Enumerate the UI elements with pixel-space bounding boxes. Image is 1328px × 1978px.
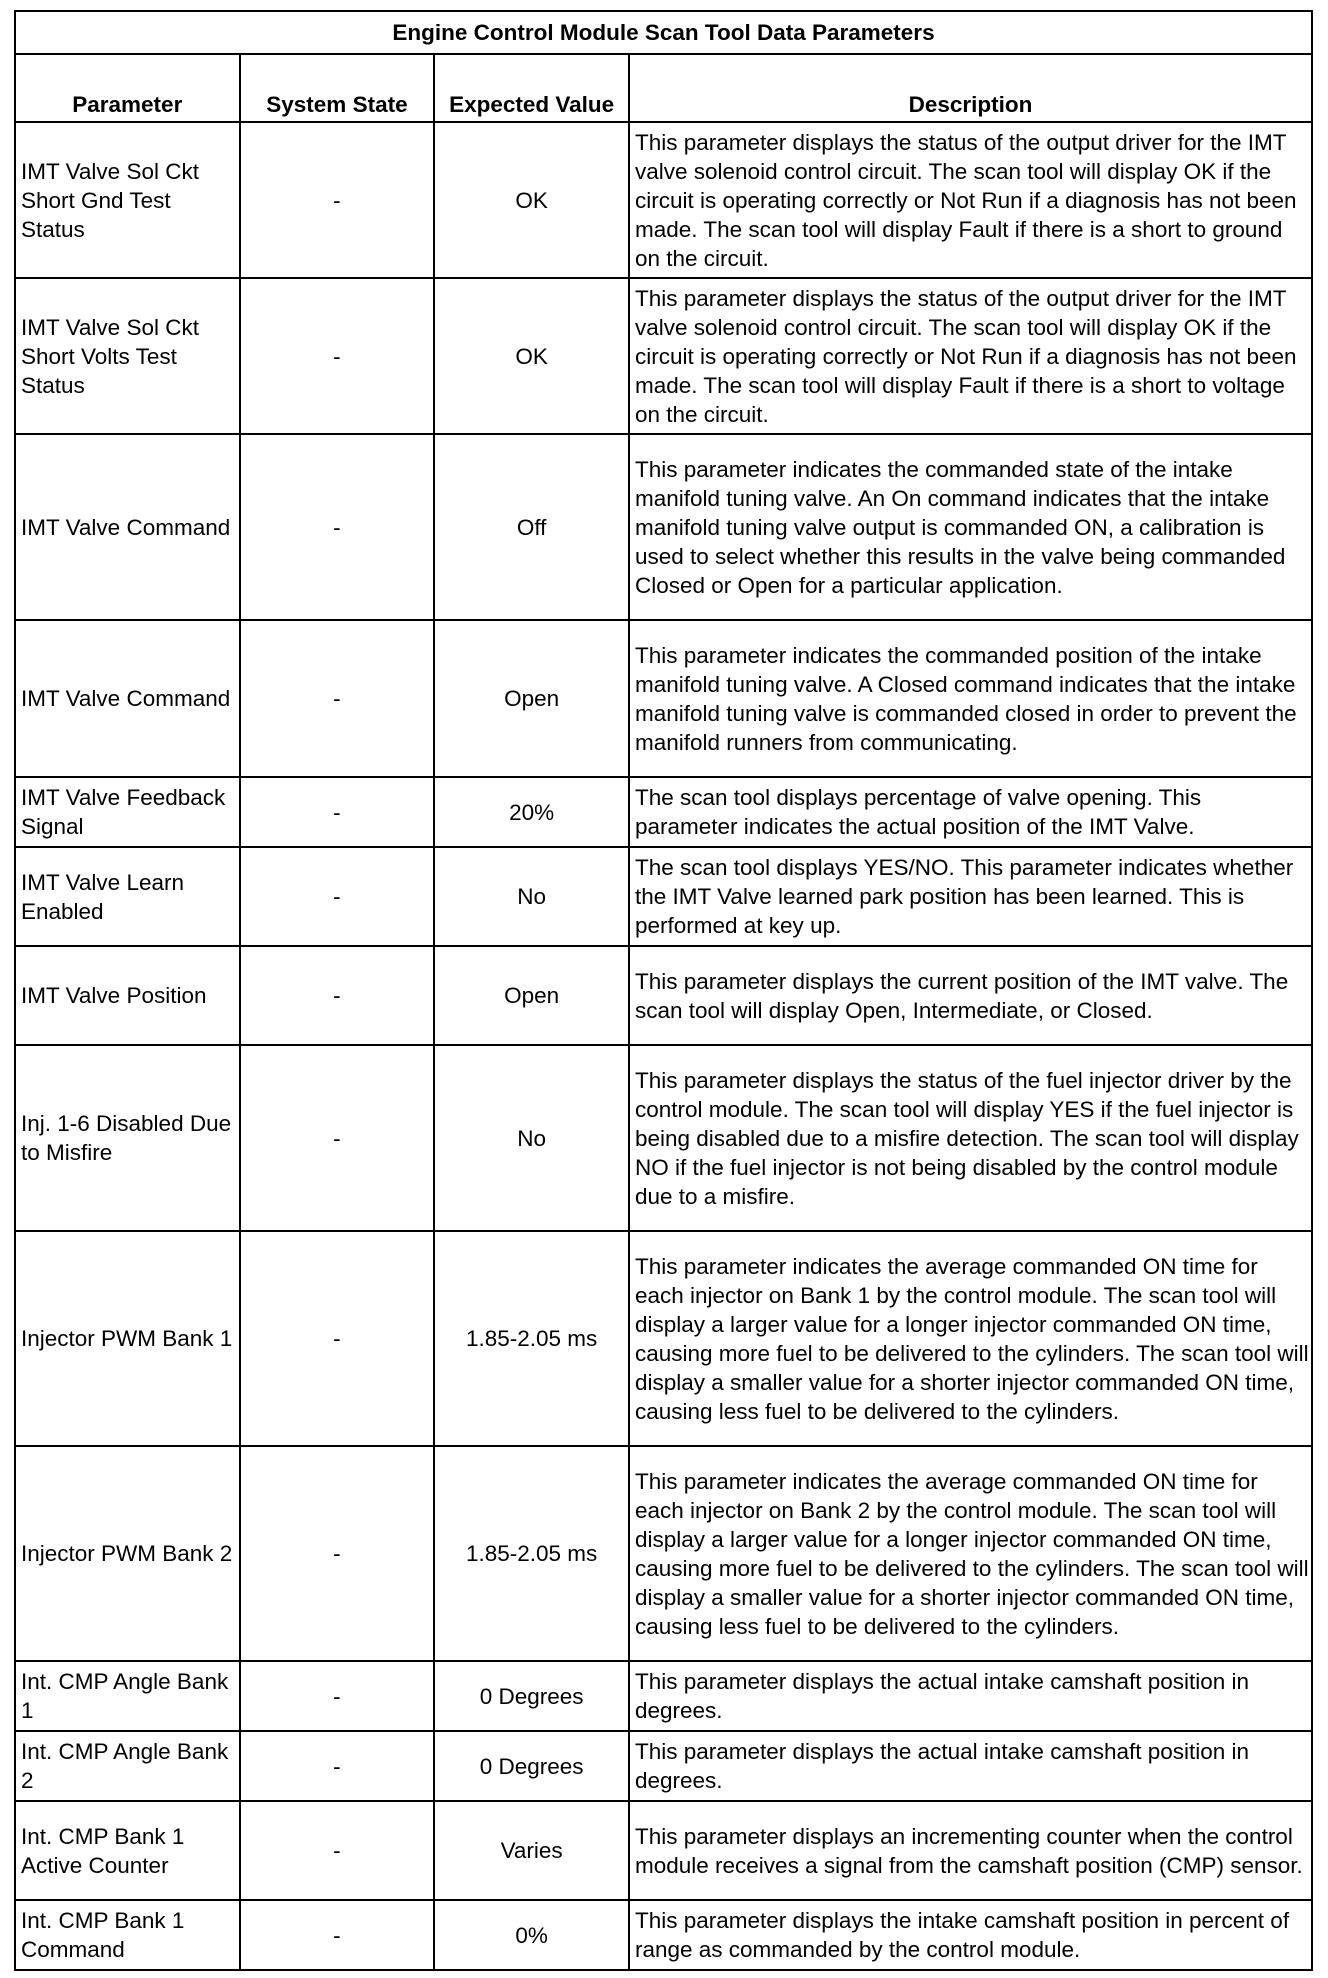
parameter-cell: IMT Valve Feedback Signal [15, 777, 240, 847]
table-title-row [15, 11, 1312, 54]
parameter-cell: Int. CMP Bank 1 Command [15, 1900, 240, 1970]
description-cell: This parameter indicates the commanded state of the intake manifold tuning valve. An On command indicates that the intake manifold tuning valve output is commanded ON, a calibration is used to select whether this results in the valve being commanded Closed or Open for a particular application. [629, 434, 1312, 620]
header-parameter: Parameter [15, 54, 240, 122]
parameter-cell: IMT Valve Learn Enabled [15, 847, 240, 946]
scan-tool-data-table [14, 10, 1313, 1971]
system-state-cell: - [240, 1446, 435, 1661]
description-cell: This parameter displays the actual intake camshaft position in degrees. [629, 1731, 1312, 1801]
table-header-row [15, 54, 1312, 122]
table-title: Engine Control Module Scan Tool Data Parameters [15, 11, 1312, 54]
expected-value-cell: 0 Degrees [434, 1731, 629, 1801]
table-row [15, 1661, 1312, 1731]
expected-value-cell: OK [434, 122, 629, 278]
description-cell: This parameter displays an incrementing counter when the control module receives a signal from the camshaft position (CMP) sensor. [629, 1801, 1312, 1900]
parameter-cell: Int. CMP Bank 1 Active Counter [15, 1801, 240, 1900]
expected-value-cell: Varies [434, 1801, 629, 1900]
description-cell: This parameter indicates the average commanded ON time for each injector on Bank 1 by the control module. The scan tool will display a larger value for a longer injector commanded ON time, causing more fuel to be delivered to the cylinders. The scan tool will display a smaller value for a shorter injector commanded ON time, causing less fuel to be delivered to the cylinders. [629, 1231, 1312, 1446]
parameter-cell: Injector PWM Bank 2 [15, 1446, 240, 1661]
description-cell: This parameter displays the status of the fuel injector driver by the control module. The scan tool will display YES if the fuel injector is being disabled due to a misfire detection. The scan tool will display NO if the fuel injector is not being disabled by the control module due to a misfire. [629, 1045, 1312, 1231]
expected-value-cell: OK [434, 278, 629, 434]
system-state-cell: - [240, 1900, 435, 1970]
table-row [15, 1900, 1312, 1970]
parameter-cell: IMT Valve Sol Ckt Short Gnd Test Status [15, 122, 240, 278]
table-row [15, 434, 1312, 620]
table-row [15, 777, 1312, 847]
expected-value-cell: No [434, 1045, 629, 1231]
description-cell: This parameter displays the actual intake camshaft position in degrees. [629, 1661, 1312, 1731]
system-state-cell: - [240, 1731, 435, 1801]
description-cell: This parameter indicates the commanded position of the intake manifold tuning valve. A Closed command indicates that the intake manifold tuning valve is commanded closed in order to prevent the manifold runners from communicating. [629, 620, 1312, 777]
system-state-cell: - [240, 434, 435, 620]
table-row [15, 847, 1312, 946]
table-row [15, 278, 1312, 434]
table-row [15, 1045, 1312, 1231]
system-state-cell: - [240, 777, 435, 847]
table-row [15, 1231, 1312, 1446]
expected-value-cell: Open [434, 620, 629, 777]
parameter-cell: IMT Valve Command [15, 620, 240, 777]
parameter-cell: IMT Valve Sol Ckt Short Volts Test Status [15, 278, 240, 434]
system-state-cell: - [240, 1231, 435, 1446]
description-cell: This parameter displays the status of the output driver for the IMT valve solenoid control circuit. The scan tool will display OK if the circuit is operating correctly or Not Run if a diagnosis has not been made. The scan tool will display Fault if there is a short to voltage on the circuit. [629, 278, 1312, 434]
table-row [15, 122, 1312, 278]
description-cell: The scan tool displays YES/NO. This parameter indicates whether the IMT Valve learned park position has been learned. This is performed at key up. [629, 847, 1312, 946]
expected-value-cell: 1.85-2.05 ms [434, 1446, 629, 1661]
table-row [15, 620, 1312, 777]
table-row [15, 1801, 1312, 1900]
description-cell: This parameter displays the intake camshaft position in percent of range as commanded by the control module. [629, 1900, 1312, 1970]
table-row [15, 1731, 1312, 1801]
description-cell: This parameter displays the status of the output driver for the IMT valve solenoid control circuit. The scan tool will display OK if the circuit is operating correctly or Not Run if a diagnosis has not been made. The scan tool will display Fault if there is a short to ground on the circuit. [629, 122, 1312, 278]
system-state-cell: - [240, 1801, 435, 1900]
expected-value-cell: Off [434, 434, 629, 620]
system-state-cell: - [240, 620, 435, 777]
expected-value-cell: 0% [434, 1900, 629, 1970]
table-row [15, 946, 1312, 1045]
system-state-cell: - [240, 278, 435, 434]
header-description: Description [629, 54, 1312, 122]
system-state-cell: - [240, 1661, 435, 1731]
system-state-cell: - [240, 122, 435, 278]
system-state-cell: - [240, 946, 435, 1045]
header-expected-value: Expected Value [434, 54, 629, 122]
system-state-cell: - [240, 1045, 435, 1231]
expected-value-cell: Open [434, 946, 629, 1045]
parameter-cell: IMT Valve Position [15, 946, 240, 1045]
expected-value-cell: 0 Degrees [434, 1661, 629, 1731]
parameter-cell: IMT Valve Command [15, 434, 240, 620]
description-cell: The scan tool displays percentage of valve opening. This parameter indicates the actual position of the IMT Valve. [629, 777, 1312, 847]
header-system-state: System State [240, 54, 435, 122]
description-cell: This parameter indicates the average commanded ON time for each injector on Bank 2 by the control module. The scan tool will display a larger value for a longer injector commanded ON time, causing more fuel to be delivered to the cylinders. The scan tool will display a smaller value for a shorter injector commanded ON time, causing less fuel to be delivered to the cylinders. [629, 1446, 1312, 1661]
system-state-cell: - [240, 847, 435, 946]
parameter-cell: Int. CMP Angle Bank 1 [15, 1661, 240, 1731]
expected-value-cell: 20% [434, 777, 629, 847]
document-page [14, 10, 1313, 1971]
expected-value-cell: 1.85-2.05 ms [434, 1231, 629, 1446]
expected-value-cell: No [434, 847, 629, 946]
parameter-cell: Injector PWM Bank 1 [15, 1231, 240, 1446]
parameter-cell: Inj. 1-6 Disabled Due to Misfire [15, 1045, 240, 1231]
description-cell: This parameter displays the current position of the IMT valve. The scan tool will display Open, Intermediate, or Closed. [629, 946, 1312, 1045]
parameter-cell: Int. CMP Angle Bank 2 [15, 1731, 240, 1801]
table-row [15, 1446, 1312, 1661]
